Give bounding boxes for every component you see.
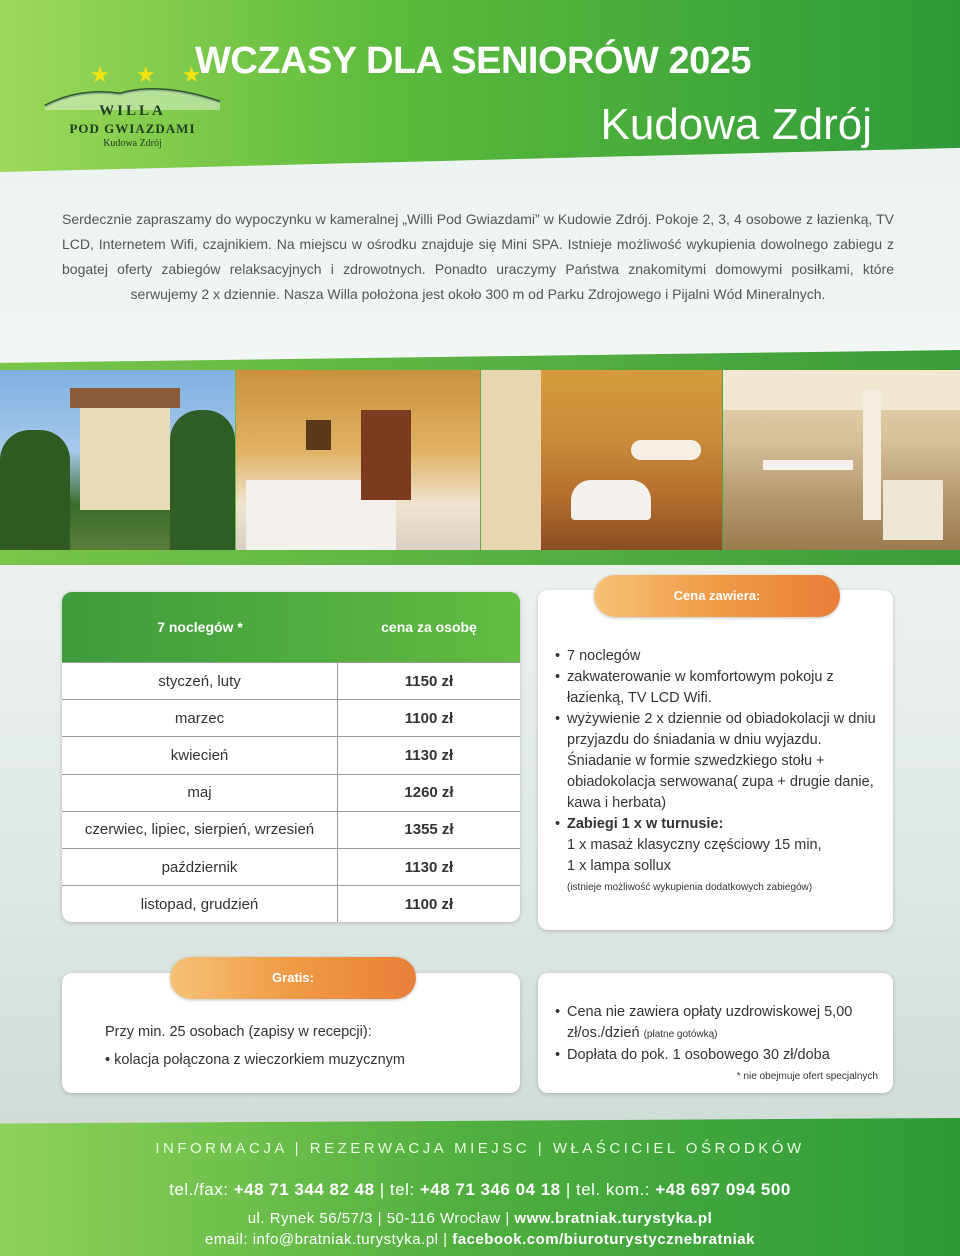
gratis-title: Gratis: — [170, 957, 416, 999]
price-table — [62, 592, 520, 922]
gratis-line2: • kolacja połączona z wieczorkiem muzycznym — [105, 1052, 406, 1068]
list-item: 1 x masaż klasyczny częściowy 15 min, — [567, 837, 822, 853]
gratis-line1: Przy min. 25 osobach (zapisy w recepcji): — [105, 1024, 372, 1040]
list-item: • Cena nie zawiera opłaty uzdrowiskowej 5,00 zł/os./dzień (płatne gotówką) — [555, 1002, 885, 1045]
table-row: maj 1260 zł — [62, 774, 520, 811]
table-row: styczeń, luty 1150 zł — [62, 662, 520, 699]
list-item: • zakwaterowanie w komfortowym pokoju z łazienką, TV LCD Wifi. — [555, 667, 885, 709]
treatments-note: (istnieje możliwość wykupienia dodatkowych zabiegów) — [567, 882, 813, 893]
phone[interactable]: +48 71 346 04 18 — [419, 1180, 561, 1199]
footer-address: ul. Rynek 56/57/3 | 50-116 Wrocław | www.bratniak.turystyka.pl — [247, 1210, 713, 1227]
gratis-text — [105, 1018, 405, 1074]
footer-heading: INFORMACJA | REZERWACJA MIEJSC | WŁAŚCICIEL OŚRODKÓW — [155, 1140, 805, 1157]
notes-list — [555, 1002, 885, 1066]
mobile-phone[interactable]: +48 697 094 500 — [655, 1180, 791, 1199]
price-table-header — [62, 592, 520, 662]
footer-contact — [0, 1231, 960, 1248]
website-link[interactable]: www.bratniak.turystyka.pl — [514, 1210, 713, 1227]
table-row: październik 1130 zł — [62, 848, 520, 885]
table-row: czerwiec, lipiec, sierpień, wrzesień 1355 zł — [62, 811, 520, 848]
facebook-link[interactable]: facebook.com/biuroturystycznebratniak — [452, 1231, 755, 1248]
photo-bedroom — [236, 370, 480, 550]
phone-fax[interactable]: +48 71 344 82 48 — [233, 1180, 375, 1199]
list-item — [555, 814, 885, 835]
col-price: cena za osobę — [381, 619, 477, 635]
logo-line1: WILLA — [99, 103, 166, 119]
includes-list — [555, 646, 885, 898]
logo-line2: POD GWIAZDAMI — [69, 121, 196, 136]
photo-villa-exterior — [0, 370, 235, 550]
table-row: listopad, grudzień 1100 zł — [62, 885, 520, 922]
page-subtitle: Kudowa Zdrój — [600, 100, 872, 149]
includes-title: Cena zawiera: — [594, 575, 840, 617]
col-nights: 7 noclegów * — [157, 619, 243, 635]
logo-line3: Kudowa Zdrój — [103, 138, 162, 149]
intro-text: Serdecznie zapraszamy do wypoczynku w kameralnej „Willi Pod Gwiazdami” w Kudowie Zdrój. Pokoje 2, 3, 4 osobowe z łazienką, TV LCD, Internetem Wifi, czajnikiem. Na miejscu w ośrodku znajduje się Mini SPA. Istnieje możliwość wykupienia dowolnego zabiegu z bogatej oferty zabiegów relaksacyjnych i zdrowotnych. Ponadto uraczymy Państwa znakomitymi domowymi posiłkami, które serwujemy 2 x dziennie. Nasza Willa położona jest około 300 m od Parku Zdrojowego i Pijalni Wód Mineralnych. — [62, 211, 894, 302]
footnote: * nie obejmuje ofert specjalnych — [736, 1071, 878, 1082]
photo-dining-room — [723, 370, 960, 550]
table-row: marzec 1100 zł — [62, 699, 520, 736]
table-row: kwiecień 1130 zł — [62, 736, 520, 773]
treatments-title: Zabiegi 1 x w turnusie: — [567, 816, 724, 832]
list-item: 1 x lampa sollux — [567, 858, 671, 874]
page-title: WCZASY DLA SENIORÓW 2025 — [195, 40, 751, 82]
list-item: • 7 noclegów — [555, 646, 885, 667]
photo-spa — [481, 370, 722, 550]
stars-icon: ★ ★ ★ — [90, 62, 212, 87]
footer-phones: tel./fax: +48 71 344 82 48 | tel: +48 71 346 04 18 | tel. kom.: +48 697 094 500 — [169, 1180, 791, 1199]
email-link[interactable]: email: info@bratniak.turystyka.pl | — [205, 1231, 453, 1248]
list-item: • Dopłata do pok. 1 osobowego 30 zł/doba — [555, 1045, 885, 1066]
list-item: • wyżywienie 2 x dziennie od obiadokolacji w dniu przyjazdu do śniadania w dniu wyjazdu. Śniadanie w formie szwedzkiego stołu + obiadokolacja serwowana( zupa + drugie danie, kawa i herbata) — [555, 709, 885, 814]
